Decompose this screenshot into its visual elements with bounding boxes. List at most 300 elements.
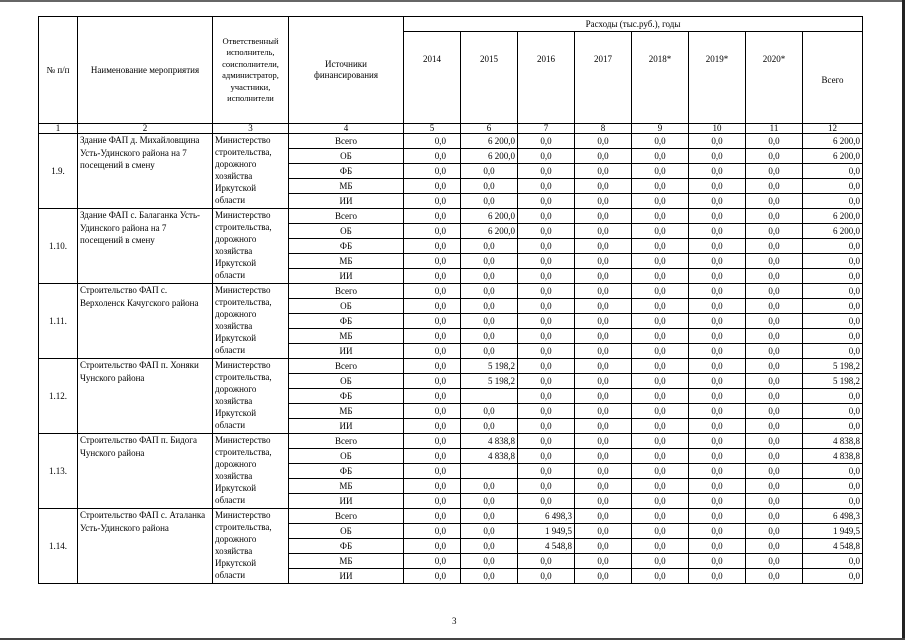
value-cell-7: 0,0 — [518, 419, 575, 434]
value-cell-10: 0,0 — [689, 434, 746, 449]
header-year-7: Всего — [803, 32, 863, 124]
value-cell-5: 0,0 — [404, 389, 461, 404]
column-number-12: 12 — [803, 124, 863, 134]
value-cell-9: 0,0 — [632, 344, 689, 359]
funding-source: ФБ — [289, 539, 404, 554]
value-cell-6: 0,0 — [461, 254, 518, 269]
value-cell-6: 0,0 — [461, 164, 518, 179]
value-cell-5: 0,0 — [404, 164, 461, 179]
value-cell-10: 0,0 — [689, 239, 746, 254]
value-cell-5: 0,0 — [404, 464, 461, 479]
header-year-1: 2015 — [461, 32, 518, 124]
value-cell-12: 0,0 — [803, 284, 863, 299]
value-cell-7: 1 949,5 — [518, 524, 575, 539]
value-cell-7: 0,0 — [518, 479, 575, 494]
value-cell-12: 0,0 — [803, 239, 863, 254]
value-cell-11: 0,0 — [746, 284, 803, 299]
value-cell-10: 0,0 — [689, 464, 746, 479]
value-cell-7: 0,0 — [518, 269, 575, 284]
funding-source: ОБ — [289, 149, 404, 164]
value-cell-7: 0,0 — [518, 554, 575, 569]
item-name: Строительство ФАП с. Аталанка Усть-Удинского района — [78, 509, 213, 584]
header-sources: Источники финансирования — [289, 17, 404, 124]
value-cell-12: 0,0 — [803, 329, 863, 344]
value-cell-10: 0,0 — [689, 449, 746, 464]
funding-source: Всего — [289, 284, 404, 299]
value-cell-5: 0,0 — [404, 344, 461, 359]
header-column-numbers — [39, 124, 863, 134]
value-cell-6: 6 200,0 — [461, 134, 518, 149]
value-cell-8: 0,0 — [575, 554, 632, 569]
item-number: 1.14. — [39, 509, 78, 584]
funding-source: ОБ — [289, 299, 404, 314]
value-cell-10: 0,0 — [689, 554, 746, 569]
value-cell-10: 0,0 — [689, 509, 746, 524]
value-cell-11: 0,0 — [746, 464, 803, 479]
value-cell-7: 0,0 — [518, 149, 575, 164]
value-cell-6: 5 198,2 — [461, 374, 518, 389]
header-year-3: 2017 — [575, 32, 632, 124]
value-cell-7: 0,0 — [518, 434, 575, 449]
value-cell-10: 0,0 — [689, 149, 746, 164]
column-number-3: 3 — [213, 124, 289, 134]
value-cell-12: 0,0 — [803, 299, 863, 314]
budget-table — [38, 16, 863, 584]
value-cell-9: 0,0 — [632, 464, 689, 479]
value-cell-8: 0,0 — [575, 239, 632, 254]
value-cell-6: 5 198,2 — [461, 359, 518, 374]
value-cell-10: 0,0 — [689, 374, 746, 389]
value-cell-5: 0,0 — [404, 569, 461, 584]
funding-source: МБ — [289, 554, 404, 569]
value-cell-5: 0,0 — [404, 329, 461, 344]
value-cell-10: 0,0 — [689, 269, 746, 284]
value-cell-11: 0,0 — [746, 434, 803, 449]
value-cell-9: 0,0 — [632, 254, 689, 269]
funding-source: ФБ — [289, 314, 404, 329]
value-cell-5: 0,0 — [404, 404, 461, 419]
value-cell-6: 0,0 — [461, 404, 518, 419]
value-cell-12: 0,0 — [803, 404, 863, 419]
funding-source: ИИ — [289, 269, 404, 284]
item-name: Строительство ФАП с. Верхоленск Качугского района — [78, 284, 213, 359]
table-row — [39, 509, 863, 524]
item-name: Строительство ФАП п. Хоняки Чунского района — [78, 359, 213, 434]
funding-source: Всего — [289, 434, 404, 449]
column-number-7: 7 — [518, 124, 575, 134]
value-cell-8: 0,0 — [575, 179, 632, 194]
value-cell-6: 0,0 — [461, 299, 518, 314]
value-cell-8: 0,0 — [575, 479, 632, 494]
value-cell-12: 6 200,0 — [803, 209, 863, 224]
value-cell-12: 6 200,0 — [803, 134, 863, 149]
value-cell-11: 0,0 — [746, 404, 803, 419]
value-cell-10: 0,0 — [689, 404, 746, 419]
value-cell-9: 0,0 — [632, 509, 689, 524]
value-cell-8: 0,0 — [575, 269, 632, 284]
value-cell-10: 0,0 — [689, 494, 746, 509]
value-cell-9: 0,0 — [632, 389, 689, 404]
header-num: № п/п — [39, 17, 78, 124]
value-cell-9: 0,0 — [632, 179, 689, 194]
funding-source: МБ — [289, 404, 404, 419]
header-expenses: Расходы (тыс.руб.), годы — [404, 17, 863, 32]
value-cell-8: 0,0 — [575, 344, 632, 359]
value-cell-8: 0,0 — [575, 149, 632, 164]
value-cell-11: 0,0 — [746, 194, 803, 209]
value-cell-10: 0,0 — [689, 179, 746, 194]
item-number: 1.10. — [39, 209, 78, 284]
value-cell-10: 0,0 — [689, 419, 746, 434]
value-cell-6: 0,0 — [461, 569, 518, 584]
value-cell-7: 0,0 — [518, 344, 575, 359]
value-cell-12: 0,0 — [803, 179, 863, 194]
value-cell-6: 0,0 — [461, 479, 518, 494]
header-year-6: 2020* — [746, 32, 803, 124]
value-cell-6: 0,0 — [461, 179, 518, 194]
value-cell-8: 0,0 — [575, 164, 632, 179]
header-year-4: 2018* — [632, 32, 689, 124]
value-cell-9: 0,0 — [632, 494, 689, 509]
value-cell-9: 0,0 — [632, 209, 689, 224]
value-cell-11: 0,0 — [746, 179, 803, 194]
item-responsible: Министерство строительства, дорожного хозяйства Иркутской области — [213, 134, 289, 209]
value-cell-5: 0,0 — [404, 449, 461, 464]
funding-source: МБ — [289, 179, 404, 194]
funding-source: ИИ — [289, 494, 404, 509]
value-cell-10: 0,0 — [689, 359, 746, 374]
value-cell-11: 0,0 — [746, 494, 803, 509]
value-cell-8: 0,0 — [575, 284, 632, 299]
column-number-4: 4 — [289, 124, 404, 134]
value-cell-12: 0,0 — [803, 479, 863, 494]
funding-source: МБ — [289, 329, 404, 344]
funding-source: МБ — [289, 254, 404, 269]
value-cell-8: 0,0 — [575, 134, 632, 149]
item-responsible: Министерство строительства, дорожного хозяйства Иркутской области — [213, 284, 289, 359]
value-cell-6: 0,0 — [461, 419, 518, 434]
value-cell-10: 0,0 — [689, 284, 746, 299]
funding-source: ИИ — [289, 194, 404, 209]
value-cell-8: 0,0 — [575, 224, 632, 239]
column-number-5: 5 — [404, 124, 461, 134]
value-cell-12: 5 198,2 — [803, 359, 863, 374]
value-cell-6: 0,0 — [461, 329, 518, 344]
value-cell-5: 0,0 — [404, 374, 461, 389]
value-cell-10: 0,0 — [689, 134, 746, 149]
column-number-10: 10 — [689, 124, 746, 134]
value-cell-9: 0,0 — [632, 194, 689, 209]
value-cell-7: 0,0 — [518, 209, 575, 224]
value-cell-8: 0,0 — [575, 464, 632, 479]
column-number-11: 11 — [746, 124, 803, 134]
funding-source: Всего — [289, 359, 404, 374]
item-name: Строительство ФАП п. Бидога Чунского района — [78, 434, 213, 509]
funding-source: Всего — [289, 209, 404, 224]
value-cell-5: 0,0 — [404, 419, 461, 434]
value-cell-5: 0,0 — [404, 299, 461, 314]
value-cell-12: 4 548,8 — [803, 539, 863, 554]
value-cell-7: 0,0 — [518, 299, 575, 314]
value-cell-12: 6 200,0 — [803, 149, 863, 164]
value-cell-5: 0,0 — [404, 224, 461, 239]
value-cell-11: 0,0 — [746, 224, 803, 239]
value-cell-10: 0,0 — [689, 194, 746, 209]
value-cell-9: 0,0 — [632, 404, 689, 419]
value-cell-9: 0,0 — [632, 329, 689, 344]
value-cell-11: 0,0 — [746, 314, 803, 329]
value-cell-12: 0,0 — [803, 464, 863, 479]
funding-source: ФБ — [289, 464, 404, 479]
value-cell-9: 0,0 — [632, 374, 689, 389]
funding-source: ОБ — [289, 224, 404, 239]
value-cell-10: 0,0 — [689, 254, 746, 269]
value-cell-8: 0,0 — [575, 569, 632, 584]
value-cell-5: 0,0 — [404, 359, 461, 374]
column-number-2: 2 — [78, 124, 213, 134]
value-cell-11: 0,0 — [746, 269, 803, 284]
value-cell-10: 0,0 — [689, 314, 746, 329]
value-cell-8: 0,0 — [575, 524, 632, 539]
funding-source: ФБ — [289, 239, 404, 254]
value-cell-6: 0,0 — [461, 344, 518, 359]
value-cell-6: 0,0 — [461, 494, 518, 509]
value-cell-12: 0,0 — [803, 569, 863, 584]
value-cell-11: 0,0 — [746, 479, 803, 494]
value-cell-8: 0,0 — [575, 194, 632, 209]
value-cell-5: 0,0 — [404, 179, 461, 194]
table-row — [39, 284, 863, 299]
value-cell-10: 0,0 — [689, 539, 746, 554]
value-cell-5: 0,0 — [404, 149, 461, 164]
value-cell-10: 0,0 — [689, 389, 746, 404]
value-cell-5: 0,0 — [404, 209, 461, 224]
header-year-2: 2016 — [518, 32, 575, 124]
value-cell-6: 0,0 — [461, 509, 518, 524]
table-header — [39, 17, 863, 134]
funding-source: Всего — [289, 134, 404, 149]
column-number-8: 8 — [575, 124, 632, 134]
value-cell-10: 0,0 — [689, 299, 746, 314]
value-cell-8: 0,0 — [575, 419, 632, 434]
value-cell-8: 0,0 — [575, 254, 632, 269]
value-cell-12: 4 838,8 — [803, 449, 863, 464]
value-cell-5: 0,0 — [404, 269, 461, 284]
value-cell-12: 4 838,8 — [803, 434, 863, 449]
value-cell-11: 0,0 — [746, 509, 803, 524]
value-cell-7: 4 548,8 — [518, 539, 575, 554]
value-cell-7: 0,0 — [518, 329, 575, 344]
value-cell-5: 0,0 — [404, 479, 461, 494]
value-cell-8: 0,0 — [575, 449, 632, 464]
value-cell-12: 0,0 — [803, 389, 863, 404]
value-cell-11: 0,0 — [746, 254, 803, 269]
value-cell-11: 0,0 — [746, 164, 803, 179]
item-responsible: Министерство строительства, дорожного хозяйства Иркутской области — [213, 509, 289, 584]
value-cell-6: 0,0 — [461, 524, 518, 539]
value-cell-9: 0,0 — [632, 434, 689, 449]
value-cell-12: 0,0 — [803, 344, 863, 359]
funding-source: ИИ — [289, 419, 404, 434]
value-cell-6: 0,0 — [461, 314, 518, 329]
value-cell-11: 0,0 — [746, 209, 803, 224]
value-cell-6: 6 200,0 — [461, 209, 518, 224]
funding-source: ФБ — [289, 164, 404, 179]
item-responsible: Министерство строительства, дорожного хозяйства Иркутской области — [213, 209, 289, 284]
value-cell-7: 6 498,3 — [518, 509, 575, 524]
value-cell-11: 0,0 — [746, 329, 803, 344]
value-cell-6 — [461, 389, 518, 404]
value-cell-9: 0,0 — [632, 269, 689, 284]
value-cell-8: 0,0 — [575, 494, 632, 509]
value-cell-12: 1 949,5 — [803, 524, 863, 539]
value-cell-7: 0,0 — [518, 449, 575, 464]
value-cell-10: 0,0 — [689, 209, 746, 224]
value-cell-7: 0,0 — [518, 164, 575, 179]
value-cell-7: 0,0 — [518, 194, 575, 209]
value-cell-8: 0,0 — [575, 434, 632, 449]
page-edge-top — [0, 0, 905, 2]
value-cell-11: 0,0 — [746, 299, 803, 314]
table-row — [39, 134, 863, 149]
value-cell-10: 0,0 — [689, 344, 746, 359]
funding-source: ОБ — [289, 449, 404, 464]
value-cell-10: 0,0 — [689, 479, 746, 494]
table-row — [39, 209, 863, 224]
value-cell-11: 0,0 — [746, 359, 803, 374]
value-cell-9: 0,0 — [632, 224, 689, 239]
value-cell-6: 4 838,8 — [461, 449, 518, 464]
item-name: Здание ФАП с. Балаганка Усть-Удинского района на 7 посещений в смену — [78, 209, 213, 284]
funding-source: ФБ — [289, 389, 404, 404]
value-cell-11: 0,0 — [746, 524, 803, 539]
item-number: 1.11. — [39, 284, 78, 359]
value-cell-5: 0,0 — [404, 434, 461, 449]
value-cell-7: 0,0 — [518, 404, 575, 419]
value-cell-6: 4 838,8 — [461, 434, 518, 449]
value-cell-6: 0,0 — [461, 239, 518, 254]
value-cell-9: 0,0 — [632, 359, 689, 374]
value-cell-6 — [461, 464, 518, 479]
item-name: Здание ФАП д. Михайловщина Усть-Удинского района на 7 посещений в смену — [78, 134, 213, 209]
value-cell-9: 0,0 — [632, 449, 689, 464]
item-number: 1.9. — [39, 134, 78, 209]
value-cell-7: 0,0 — [518, 239, 575, 254]
value-cell-9: 0,0 — [632, 284, 689, 299]
value-cell-7: 0,0 — [518, 284, 575, 299]
value-cell-6: 0,0 — [461, 269, 518, 284]
value-cell-8: 0,0 — [575, 359, 632, 374]
value-cell-6: 0,0 — [461, 554, 518, 569]
table-row — [39, 359, 863, 374]
value-cell-12: 0,0 — [803, 254, 863, 269]
value-cell-6: 0,0 — [461, 539, 518, 554]
value-cell-9: 0,0 — [632, 314, 689, 329]
value-cell-5: 0,0 — [404, 539, 461, 554]
value-cell-11: 0,0 — [746, 449, 803, 464]
value-cell-8: 0,0 — [575, 509, 632, 524]
value-cell-5: 0,0 — [404, 284, 461, 299]
value-cell-5: 0,0 — [404, 524, 461, 539]
value-cell-8: 0,0 — [575, 404, 632, 419]
item-responsible: Министерство строительства, дорожного хозяйства Иркутской области — [213, 359, 289, 434]
value-cell-9: 0,0 — [632, 479, 689, 494]
item-number: 1.13. — [39, 434, 78, 509]
column-number-9: 9 — [632, 124, 689, 134]
header-responsible: Ответственный исполнитель, соисполнители, администратор, участники, исполнители — [213, 17, 289, 124]
header-name: Наименование мероприятия — [78, 17, 213, 124]
value-cell-12: 0,0 — [803, 194, 863, 209]
value-cell-12: 0,0 — [803, 554, 863, 569]
funding-source: ИИ — [289, 344, 404, 359]
column-number-1: 1 — [39, 124, 78, 134]
value-cell-9: 0,0 — [632, 299, 689, 314]
funding-source: ОБ — [289, 524, 404, 539]
value-cell-5: 0,0 — [404, 494, 461, 509]
value-cell-11: 0,0 — [746, 554, 803, 569]
value-cell-8: 0,0 — [575, 389, 632, 404]
value-cell-9: 0,0 — [632, 524, 689, 539]
value-cell-8: 0,0 — [575, 374, 632, 389]
value-cell-7: 0,0 — [518, 464, 575, 479]
funding-source: Всего — [289, 509, 404, 524]
value-cell-11: 0,0 — [746, 389, 803, 404]
value-cell-9: 0,0 — [632, 569, 689, 584]
value-cell-9: 0,0 — [632, 554, 689, 569]
page-number: 3 — [452, 616, 457, 626]
value-cell-9: 0,0 — [632, 149, 689, 164]
funding-source: ОБ — [289, 374, 404, 389]
value-cell-10: 0,0 — [689, 329, 746, 344]
table-body — [39, 134, 863, 584]
value-cell-12: 0,0 — [803, 314, 863, 329]
value-cell-9: 0,0 — [632, 134, 689, 149]
value-cell-5: 0,0 — [404, 509, 461, 524]
value-cell-12: 0,0 — [803, 164, 863, 179]
value-cell-12: 0,0 — [803, 494, 863, 509]
table-row — [39, 434, 863, 449]
funding-source: ИИ — [289, 569, 404, 584]
value-cell-11: 0,0 — [746, 239, 803, 254]
value-cell-5: 0,0 — [404, 554, 461, 569]
value-cell-6: 6 200,0 — [461, 224, 518, 239]
value-cell-7: 0,0 — [518, 179, 575, 194]
item-number: 1.12. — [39, 359, 78, 434]
value-cell-8: 0,0 — [575, 329, 632, 344]
value-cell-12: 6 498,3 — [803, 509, 863, 524]
value-cell-9: 0,0 — [632, 239, 689, 254]
item-responsible: Министерство строительства, дорожного хозяйства Иркутской области — [213, 434, 289, 509]
value-cell-12: 0,0 — [803, 269, 863, 284]
value-cell-11: 0,0 — [746, 134, 803, 149]
value-cell-6: 0,0 — [461, 284, 518, 299]
value-cell-7: 0,0 — [518, 389, 575, 404]
value-cell-12: 6 200,0 — [803, 224, 863, 239]
value-cell-11: 0,0 — [746, 374, 803, 389]
value-cell-10: 0,0 — [689, 224, 746, 239]
value-cell-11: 0,0 — [746, 569, 803, 584]
value-cell-6: 0,0 — [461, 194, 518, 209]
value-cell-7: 0,0 — [518, 224, 575, 239]
value-cell-6: 6 200,0 — [461, 149, 518, 164]
value-cell-9: 0,0 — [632, 419, 689, 434]
value-cell-5: 0,0 — [404, 134, 461, 149]
value-cell-5: 0,0 — [404, 314, 461, 329]
value-cell-7: 0,0 — [518, 134, 575, 149]
value-cell-10: 0,0 — [689, 164, 746, 179]
value-cell-8: 0,0 — [575, 299, 632, 314]
value-cell-12: 5 198,2 — [803, 374, 863, 389]
